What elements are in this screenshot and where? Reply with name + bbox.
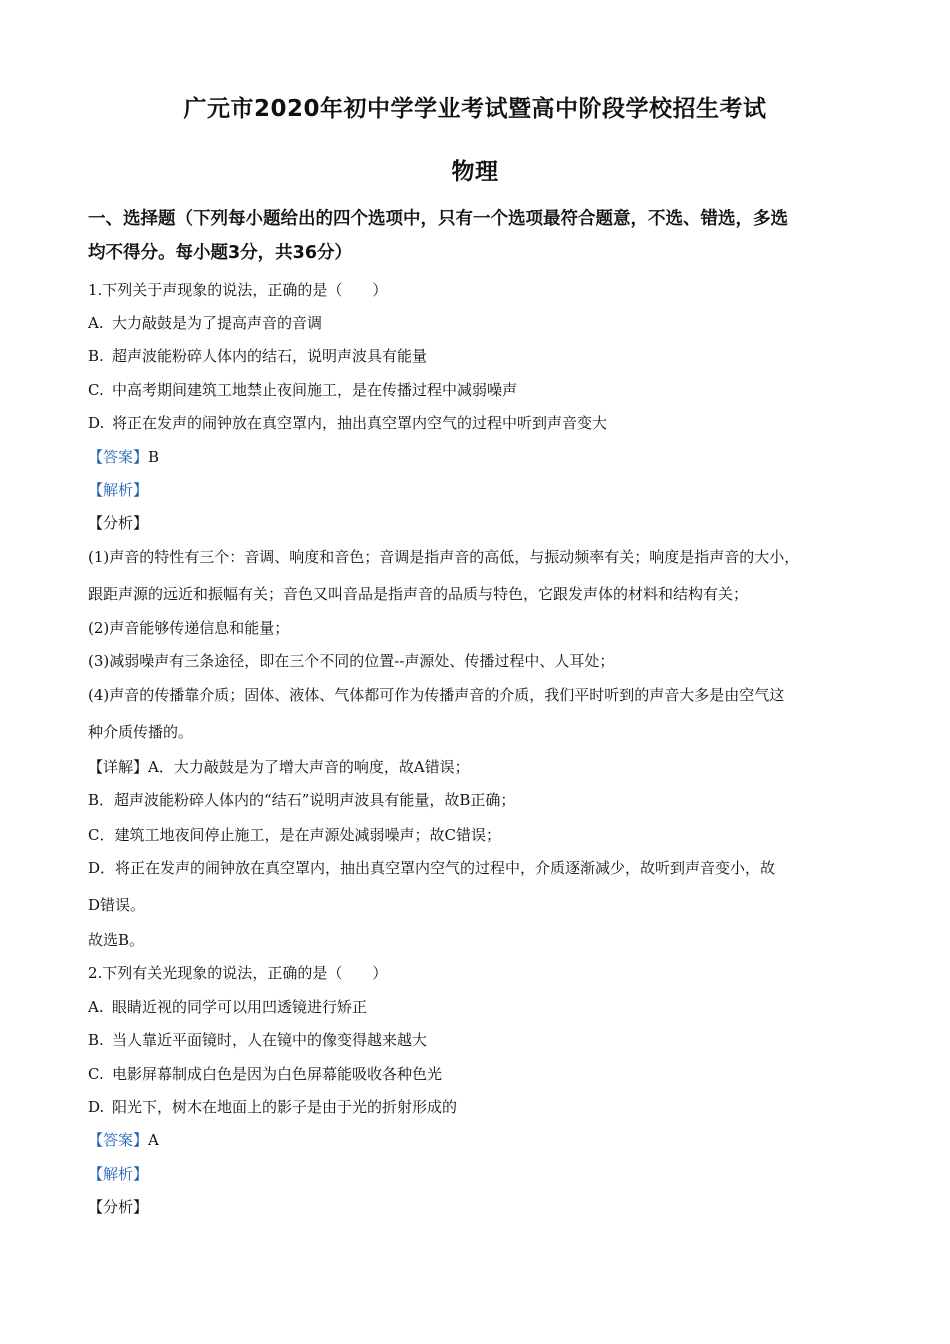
q1-detail-line: D．将正在发声的闹钟放在真空罩内，抽出真空罩内空气的过程中，介质逐渐减少，故听到声音变小，故 [88,859,776,877]
q1-detail-line: 故选B。 [88,931,145,949]
option-text: 中高考期间建筑工地禁止夜间施工，是在传播过程中减弱噪声 [112,381,518,399]
q1-stem: 1.下列关于声现象的说法，正确的是（ ） [88,281,388,299]
q1-detail-line: 【详解】A．大力敲鼓是为了增大声音的响度，故A错误； [88,758,470,776]
option-letter: B. [88,347,104,365]
answer-label: 【答案】 [88,1131,149,1149]
option-text: 超声波能粉碎人体内的结石，说明声波具有能量 [112,347,428,365]
option-letter: D. [88,414,105,432]
section-heading-line-1: 一、选择题（下列每小题给出的四个选项中，只有一个选项最符合题意，不选、错选，多选 [88,209,788,229]
option-text: 将正在发声的闹钟放在真空罩内，抽出真空罩内空气的过程中听到声音变大 [112,414,608,432]
q1-option-b [88,346,427,366]
q1-jiexi-label: 【解析】 [88,481,149,499]
option-letter: C. [88,381,104,399]
option-text: 电影屏幕制成白色是因为白色屏幕能吸收各种色光 [112,1065,443,1083]
q1-option-d [88,413,607,433]
answer-label: 【答案】 [88,448,149,466]
option-text: 当人靠近平面镜时，人在镜中的像变得越来越大 [112,1031,428,1049]
q1-option-c [88,380,517,400]
q2-option-c [88,1064,442,1084]
q1-analysis-line: (1)声音的特性有三个：音调、响度和音色；音调是指声音的高低，与振动频率有关；响度是指声音的大小， [88,548,800,566]
q1-detail-line: D错误。 [88,896,146,914]
q1-analysis-line: (4)声音的传播靠介质；固体、液体、气体都可作为传播声音的介质，我们平时听到的声音大多是由空气这 [88,686,785,704]
q1-detail-line: B．超声波能粉碎人体内的“结石”说明声波具有能量，故B正确； [88,791,516,809]
q2-answer [88,1130,159,1150]
section-heading [88,202,868,270]
q1-answer [88,447,159,467]
q1-fenxi-label: 【分析】 [88,514,149,532]
option-text: 眼睛近视的同学可以用凹透镜进行矫正 [112,998,368,1016]
answer-value: A [148,1131,159,1149]
q1-analysis-line: 种介质传播的。 [88,723,194,741]
q1-analysis-line: 跟距声源的远近和振幅有关；音色又叫音品是指声音的品质与特色，它跟发声体的材料和结构有关； [88,585,749,603]
answer-value: B [148,448,160,466]
option-text: 大力敲鼓是为了提高声音的音调 [112,314,323,332]
option-letter: A. [88,314,104,332]
q2-fenxi-label: 【分析】 [88,1198,149,1216]
q2-jiexi-label: 【解析】 [88,1165,149,1183]
exam-title: 广元市2020年初中学学业考试暨高中阶段学校招生考试 [183,96,767,122]
q2-option-d [88,1097,457,1117]
subject-title: 物理 [451,159,499,185]
q1-analysis-line: (3)减弱噪声有三条途径，即在三个不同的位置--声源处、传播过程中、人耳处； [88,652,615,670]
q1-option-a [88,313,322,333]
option-text: 阳光下，树木在地面上的影子是由于光的折射形成的 [112,1098,458,1116]
q2-stem: 2.下列有关光现象的说法，正确的是（ ） [88,964,388,982]
section-heading-line-2: 均不得分。每小题3分，共36分） [88,243,353,263]
q2-option-a [88,997,367,1017]
option-letter: C. [88,1065,104,1083]
q1-analysis-line: (2)声音能够传递信息和能量； [88,619,290,637]
option-letter: D. [88,1098,105,1116]
q1-detail-line: C．建筑工地夜间停止施工，是在声源处减弱噪声；故C错误； [88,826,501,844]
q2-option-b [88,1030,427,1050]
option-letter: B. [88,1031,104,1049]
option-letter: A. [88,998,104,1016]
